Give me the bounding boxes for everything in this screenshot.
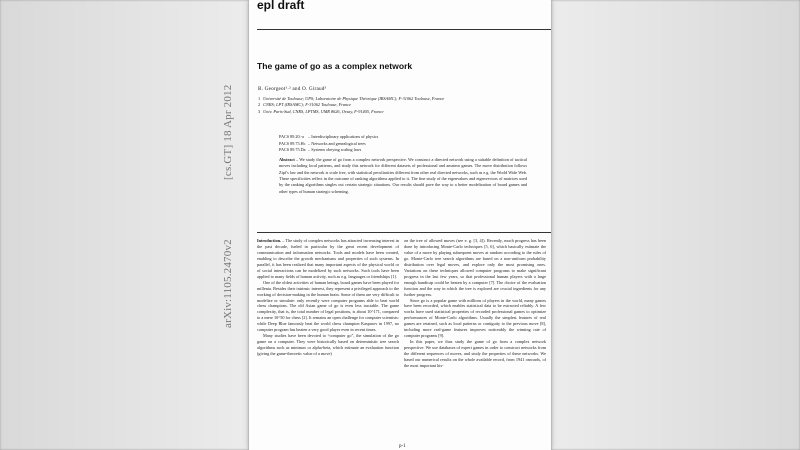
paragraph: One of the oldest activities of human beings, board games have been played for millenia. Besides their intrinsic interest, they represent a privileged approach to the working of decision-making in the human brain. Some of them are very difficult to modelize or simulate: only recently were computer programs able to beat world chess champions. The old Asian game of go is even less tractable. The game complexity, that is, the total number of legal positions, is about 10^171, compared to a mere 10^50 for chess [2]. It remains an open challenge for computer scientists: while Deep Blue famously beat the world chess champion Kasparov in 1997, no computer program has beaten a very good player even in recent times. xyxy=(257,279,399,333)
paragraph: Many studies have been devoted to “computer go”, the simulation of the go game on a computer. They were historically based on deterministic tree search algorithms such as minimax or alpha-beta, which estimate an evaluation function (giving the game-theoretic value of a move) xyxy=(257,333,399,357)
blurred-background-right xyxy=(551,0,800,450)
authors: B. Georgeot¹·² and O. Giraud³ xyxy=(258,86,327,92)
abstract-text: – We study the game of go from a complex network perspective. We construct a directed network using a suitable definition of tactical moves including local patterns, and study this network for different datasets of professional and amateur games. The move distribution follows Zipf's law and the network is scale free, with statistical peculiarities different from other real directed networks, such as e.g. the World Wide Web. These specificities reflect in the outcome of ranking algorithms applied to it. The fine study of the eigenvalues and eigenvectors of matrices used by the ranking algorithms singles out certain strategic situations. Our results should pave the way to a better modelization of board games and other types of human strategic scheming. xyxy=(279,157,527,194)
journal-label: epl draft xyxy=(257,0,305,12)
arxiv-id: arXiv:1105.2470v2 xyxy=(222,239,234,328)
document-page xyxy=(222,0,551,450)
paragraph: on the tree of allowed moves (see e. g. [3, 4]). Recently, much progress has been done by introducing Monte-Carlo techniques [5, 6], which basically estimate the value of a move by playing subsequent moves at random according to the rules of go. Monte-Carlo tree search algorithms are based on a non-uniform probability distribution over legal moves, and explore only the most promising ones. Variations on these techniques allowed computer programs to make significant progress in the last few years, so that professional human players with a large enough handicap could be beaten by a computer [7]. The choice of the evaluation function and the way in which the tree is explored are crucial ingredients for any further progress. xyxy=(404,238,546,297)
affiliation: 1 Université de Toulouse; UPS; Laboratoire de Physique Théorique (IRSAMC); F-31062 Toulouse, France xyxy=(258,96,445,101)
arxiv-category-date: [cs.GT] 18 Apr 2012 xyxy=(222,84,234,180)
affiliation: 2 CNRS; LPT (IRSAMC); F-31062 Toulouse, France xyxy=(258,102,351,108)
abstract-label: Abstract xyxy=(279,157,295,162)
pacs-item: PACS 89.75.Hc – Networks and genealogical trees xyxy=(279,140,366,146)
pacs-list xyxy=(279,134,378,154)
section-rule xyxy=(257,232,551,233)
paragraph: In this paper, we thus study the game of go from a complex network perspective. We use databases of expert games in order to construct networks from the different sequences of moves, and study the properties of these networks. We based our numerical results on the whole available record, from 1941 onwards, of the most important his- xyxy=(404,339,546,369)
blurred-background-left xyxy=(0,0,249,450)
right-column xyxy=(404,238,546,369)
page-number: p-1 xyxy=(399,444,406,449)
pacs-item: PACS 89.20.-a – Interdisciplinary applications of physics xyxy=(279,134,379,139)
affiliations xyxy=(258,96,444,115)
abstract xyxy=(279,157,527,195)
paragraph: Since go is a popular game with millions of players in the world, many games have been recorded, which enables statistical data to be extracted reliably. A few works have used statistical properties of recorded professional games to optimize performances of Monte-Carlo algorithms. Usually the simplest features of real games are retained, such as local patterns or contiguity to the previous move [8], including more real-game features improves noticeably the winning rate of computer programs [9]. xyxy=(404,297,546,339)
left-column xyxy=(257,238,399,357)
pacs-item: PACS 89.75.Da – Systems obeying scaling laws xyxy=(279,147,362,153)
section-heading-introduction: Introduction. xyxy=(257,238,282,243)
paper-title: The game of go as a complex network xyxy=(257,61,413,71)
paragraph: Introduction. – The study of complex networks has attracted increasing interest in the past decade, fueled in particular by the great recent development of communication and information networks. Tools and models have been created, enabling to describe the growth mechanisms and properties of such systems. In parallel, it has been realized that many important aspects of the physical world or of social interactions can be modelized by such networks. Such tools have been applied to many fields of human activity, such as e.g. languages or friendships [1]. xyxy=(257,238,399,279)
affiliation: 3 Univ. Paris-Sud, CNRS, LPTMS, UMR 8626, Orsay, F-91405, France xyxy=(258,108,384,114)
header-rule xyxy=(257,29,551,30)
